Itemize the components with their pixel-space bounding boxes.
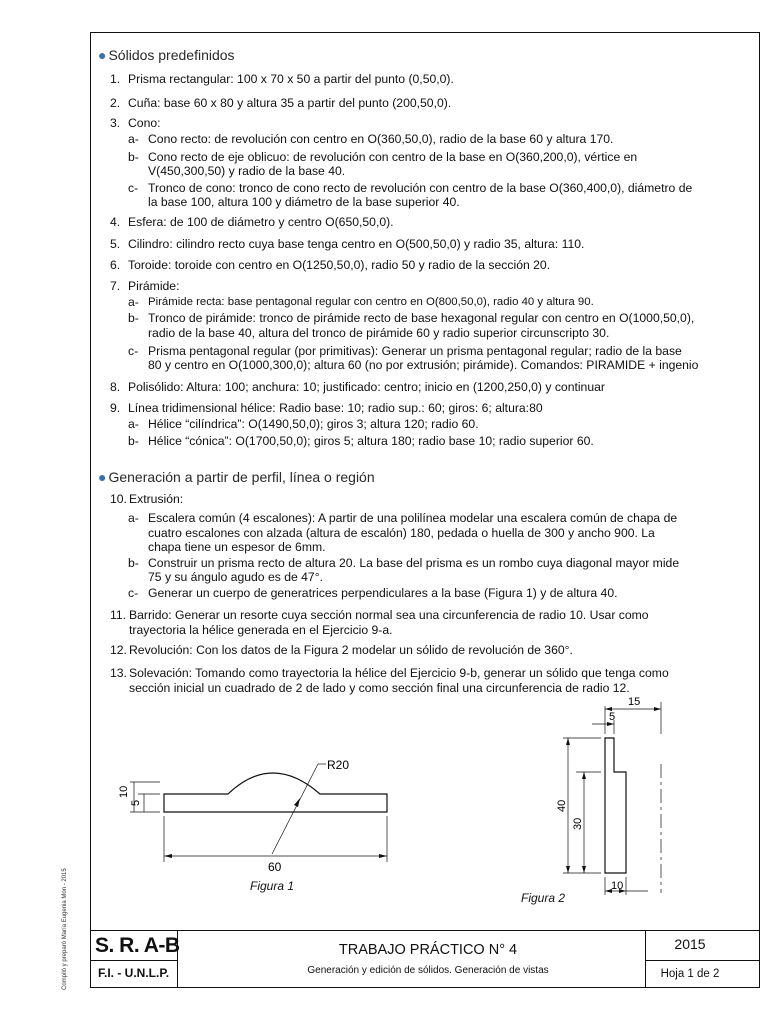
arrow-head [164,854,172,858]
page-subtitle: Generación y edición de sólidos. Generación de vistas [307,965,549,976]
radius-label: R20 [327,758,350,772]
dimension-label: 5 [130,799,142,806]
dimension-label: 30 [572,817,584,830]
dimension-label: 60 [268,860,282,874]
page-title: TRABAJO PRÁCTICO N° 4 [338,942,518,958]
figure-2-caption: Figura 2 [521,891,566,905]
arrow-head [582,866,586,873]
section-title-generacion: ● Generación a partir de perfil, línea o región [98,469,375,485]
year-label: 2015 [674,936,706,952]
dimension-label: 5 [609,711,616,723]
logo: S. R. A-B [95,934,180,957]
arrow-head [654,707,661,711]
figure-2-drawing [548,692,678,904]
divider [90,960,178,961]
bullet-icon: ● [98,469,107,485]
arrow-head [566,866,570,873]
dimension-label: 10 [118,785,130,798]
arrow-head [582,772,586,779]
divider [645,960,760,961]
dimension-label: 40 [556,799,568,812]
figure-1-drawing [100,750,400,880]
side-note: Compiló y preparó María Eugenia Mon - 2015 [62,868,68,990]
faculty-label: F.I. - U.N.L.P. [98,966,170,980]
bullet-icon: ● [98,47,107,63]
dimension-label: 15 [628,696,641,708]
section-title-solidos: ● Sólidos predefinidos [98,47,235,63]
page-number: Hoja 1 de 2 [660,968,720,980]
arrow-head [294,798,300,807]
figure-1-caption: Figura 1 [250,879,295,893]
profile-outline [164,773,387,812]
dimension-label: 10 [611,880,624,892]
arrow-head [566,738,570,745]
profile-outline [605,738,626,873]
arrow-head [379,854,387,858]
